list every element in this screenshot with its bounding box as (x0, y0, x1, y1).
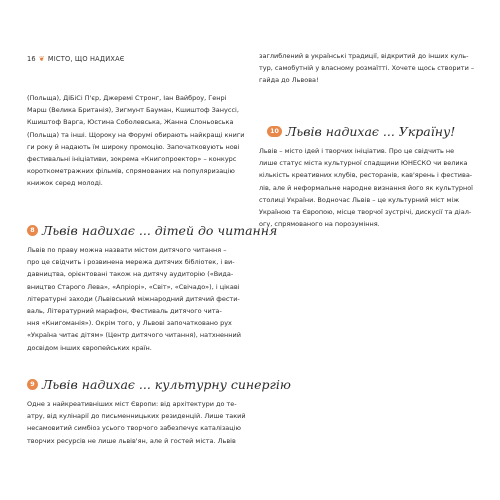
text-line: заглиблений в українські традиції, відкритий до інших куль- (259, 52, 469, 60)
text-line: гайда до Львова! (259, 76, 319, 85)
text-line: (Польща) та інші. Щороку на Форумі обирають найкращі книги (27, 130, 245, 139)
section-title: Львів надихає ... Україну! (286, 124, 456, 139)
text-line: Львів – місто ідей і творчих ініціатив. Про це свідчить не (259, 147, 455, 155)
text-line: «Україна читає дітям» (Центр дитячого читання), натхненний (27, 331, 241, 340)
text-line: лише статус міста культурної спадщини ЮНЕСКО чи велика (259, 159, 468, 168)
text-line: тур, самобутній у власному розмаїтті. Хочете щось створити – (259, 64, 475, 73)
text-line: атру, від кулінарії до письменницьких резиденцій. Лише такий (27, 412, 246, 421)
left-intro-paragraph (27, 92, 243, 190)
section-number-badge: 9 (27, 379, 38, 390)
text-line: лів, але й неформальне народне визнання його як культурної (259, 183, 473, 192)
text-line: Україною та Європою, місце творчої зустрічі, дискусії та діал- (259, 208, 472, 217)
text-line: Одне з найкреативніших міст Європи: від архітектури до те- (27, 400, 237, 408)
text-line: огу, спрямованого на порозуміння. (259, 220, 380, 229)
text-line: (Польща), ДіБіСі П'єр, Джеремі Стронг, Іан Вайброу, Генрі (27, 94, 227, 102)
text-line: валь, Літературний марафон, Фестиваль дитячого чита- (27, 307, 222, 316)
text-line: літературні заходи (Львівський міжнародний дитячий фести- (27, 294, 240, 303)
text-line: досвідом інших європейських країн. (27, 343, 152, 352)
text-line: Кшиштоф Варга, Юстина Соболевська, Жанна Слоньовська (27, 118, 234, 127)
right-intro-paragraph (259, 50, 475, 87)
section-10-body (259, 145, 475, 230)
running-head-title: МІСТО, ЩО НАДИХАЄ (47, 55, 125, 63)
running-head (27, 55, 125, 63)
section-title: Львів надихає ... культурну синергію (42, 377, 291, 392)
text-line: короткометражних фільмів, спрямованих на популяризацію (27, 167, 235, 176)
text-line: книжок серед молоді. (27, 179, 103, 188)
text-line: столиці України. Водночас Львів – це культурний міст між (259, 195, 460, 204)
section-10-heading (267, 124, 455, 139)
section-8-body (27, 244, 243, 354)
section-number-badge: 10 (267, 126, 282, 137)
section-title: Львів надихає ... дітей до читання (42, 223, 278, 238)
section-number-badge: 8 (27, 225, 38, 236)
section-8-heading (27, 223, 277, 238)
section-9-heading (27, 377, 291, 392)
text-line: ння «Книгоманія»). Окрім того, у Львові започатковано рух (27, 319, 232, 328)
text-line: ги року й надають їм широку промоцію. Започатковують нові (27, 142, 240, 151)
section-9-body (27, 398, 246, 447)
text-line: Марш (Велика Британія), Зигмунт Бауман, Кшиштоф Зануссі, (27, 106, 239, 115)
page-number: 16 (27, 55, 36, 63)
text-line: фестивальні ініціативи, зокрема «Книгопроектор» – конкурс (27, 155, 237, 164)
text-line: про це свідчить і розвинена мережа дитячих бібліотек, і ви- (27, 258, 235, 267)
text-line: вництво Старого Лева», «Апріорі», «Світ», «Свічадо»), і цікаві (27, 282, 240, 291)
leaf-icon: ❦ (38, 55, 45, 63)
text-line: несамовитий симбіоз усього творчого забезпечує каталізацію (27, 424, 241, 433)
text-line: давництва, орієнтовані також на дитячу аудиторію («Вида- (27, 270, 234, 279)
text-line: кількість креативних клубів, ресторанів, кав'ярень і фестива- (259, 171, 473, 180)
text-line: творчих ресурсів не лише львів'ян, але й гостей міста. Львів (27, 436, 236, 445)
text-line: Львів по праву можна назвати містом дитячого читання – (27, 246, 227, 254)
